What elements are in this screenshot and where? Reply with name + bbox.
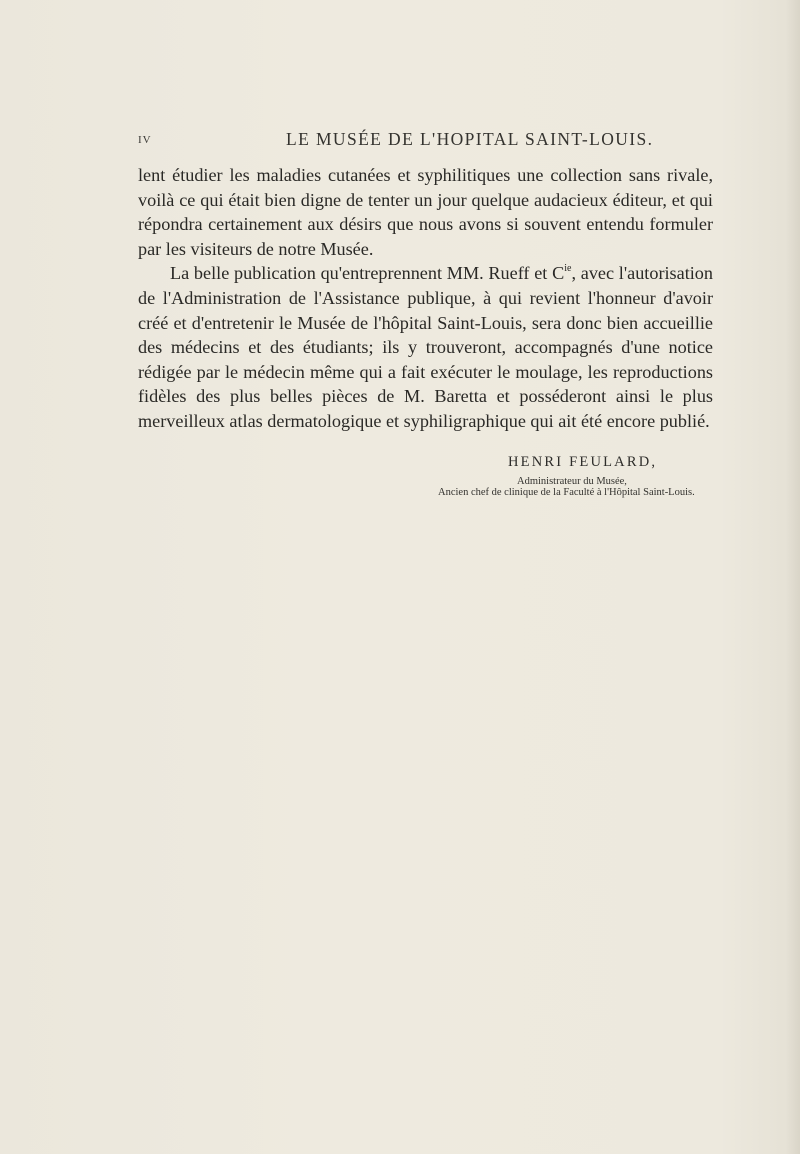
paragraph-1: lent étudier les maladies cutanées et syphilitiques une collection sans rivale, voilà ce qui était bien digne de tenter un jour quelque audacieux éditeur, et qui répondra certainement aux désirs que nous avons si souvent entendu formuler par les visiteurs de notre Musée. (138, 165, 713, 259)
body-text (138, 163, 713, 434)
paragraph-2-after: , avec l'autorisation de l'Administration de l'Assistance publique, à qui revient l'honneur d'avoir créé et d'entretenir le Musée de l'hôpital Saint-Louis, sera donc bien accueillie des médecins et des étudiants; ils y trouveront, accompagnés d'une notice rédigée par le médecin même qui a fait exécuter le moulage, les reproductions fidèles des plus belles pièces de M. Baretta et posséderont ainsi le plus merveilleux atlas dermatologique et syphiligraphique qui ait été encore publié. (138, 263, 713, 431)
signature-role: Administrateur du Musée, (517, 476, 627, 487)
paragraph-2-before: La belle publication qu'entreprennent MM. Rueff et C (170, 263, 565, 284)
running-head (138, 129, 713, 153)
page-edge-shadow (786, 0, 800, 1154)
signature-title: Ancien chef de clinique de la Faculté à l'Hôpital Saint-Louis. (438, 487, 695, 498)
paragraph-2 (138, 261, 713, 433)
running-head-title: LE MUSÉE DE L'HOPITAL SAINT-LOUIS. (286, 129, 654, 149)
signature-name: HENRI FEULARD, (508, 454, 658, 470)
page-number: IV (138, 134, 152, 146)
company-abbreviation-superscript: ie (564, 263, 572, 275)
